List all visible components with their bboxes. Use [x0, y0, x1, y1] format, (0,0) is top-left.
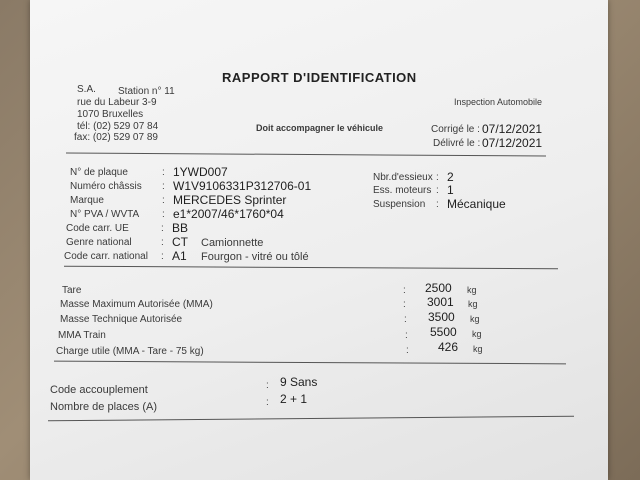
seats-label: Nombre de places (A) — [50, 401, 157, 413]
genre-text: Camionnette — [201, 237, 264, 249]
separator-colon: : — [161, 223, 164, 234]
corrected-label: Corrigé le : — [431, 124, 480, 135]
org-type: S.A. — [77, 84, 96, 95]
chassis-value: W1V9106331P312706-01 — [173, 179, 312, 193]
plate-label: N° de plaque — [70, 167, 128, 178]
separator-colon: : — [403, 285, 406, 296]
pva-label: N° PVA / WVTA — [70, 209, 140, 220]
pva-value: e1*2007/46*1760*04 — [173, 207, 284, 221]
coupling-code-label: Code accouplement — [50, 384, 148, 396]
separator-colon: : — [161, 251, 164, 262]
separator-colon: : — [162, 209, 165, 220]
separator-colon: : — [436, 172, 439, 183]
seats-value: 2 + 1 — [280, 392, 308, 406]
eu-code-value: BB — [172, 221, 189, 235]
separator-colon: : — [436, 199, 439, 210]
divider-line — [54, 361, 566, 365]
payload-value: 426 — [438, 340, 459, 354]
separator-colon: : — [162, 195, 165, 206]
divider-line — [48, 416, 574, 422]
separator-colon: : — [266, 380, 269, 391]
axles-label: Nbr.d'essieux — [373, 172, 433, 183]
engines-label: Ess. moteurs — [373, 185, 432, 196]
tare-unit: kg — [467, 285, 477, 295]
corrected-date: 07/12/2021 — [482, 122, 543, 136]
separator-colon: : — [161, 237, 164, 248]
separator-colon: : — [436, 185, 439, 196]
fax-number: fax: (02) 529 07 89 — [74, 132, 158, 143]
make-value: MERCEDES Sprinter — [173, 193, 287, 207]
tare-value: 2500 — [425, 281, 452, 295]
train-mass-unit: kg — [472, 329, 482, 339]
separator-colon: : — [406, 345, 409, 356]
phone-number: tél: (02) 529 07 84 — [77, 121, 159, 132]
separator-colon: : — [266, 397, 269, 408]
technical-mass-value: 3500 — [428, 310, 455, 324]
mma-value: 3001 — [427, 295, 454, 309]
national-code-value: A1 — [172, 249, 187, 263]
train-mass-label: MMA Train — [58, 330, 106, 341]
eu-code-label: Code carr. UE — [66, 223, 129, 234]
genre-code: CT — [172, 235, 188, 249]
mma-unit: kg — [468, 299, 478, 309]
genre-label: Genre national — [66, 237, 132, 248]
payload-unit: kg — [473, 344, 483, 354]
station-number: Station n° 11 — [118, 86, 175, 97]
identification-report-document — [30, 0, 608, 480]
separator-colon: : — [162, 167, 165, 178]
suspension-value: Mécanique — [447, 197, 506, 211]
separator-colon: : — [404, 314, 407, 325]
separator-colon: : — [405, 330, 408, 341]
address-street: rue du Labeur 3-9 — [77, 97, 157, 108]
report-title: RAPPORT D'IDENTIFICATION — [222, 70, 417, 85]
separator-colon: : — [403, 299, 406, 310]
national-code-label: Code carr. national — [64, 251, 148, 262]
issued-label: Délivré le : — [433, 138, 481, 149]
plate-value: 1YWD007 — [173, 165, 228, 179]
make-label: Marque — [70, 195, 104, 206]
national-code-text: Fourgon - vitré ou tôlé — [201, 251, 309, 263]
divider-line — [64, 266, 558, 270]
divider-line — [66, 153, 546, 157]
tare-label: Tare — [62, 285, 82, 296]
axles-value: 2 — [447, 170, 454, 184]
issued-date: 07/12/2021 — [482, 136, 543, 150]
must-accompany-notice: Doit accompagner le véhicule — [256, 123, 384, 133]
technical-mass-unit: kg — [470, 314, 480, 324]
technical-mass-label: Masse Technique Autorisée — [60, 314, 183, 325]
train-mass-value: 5500 — [430, 325, 457, 339]
mma-label: Masse Maximum Autorisée (MMA) — [60, 299, 213, 310]
address-city: 1070 Bruxelles — [77, 109, 144, 120]
suspension-label: Suspension — [373, 199, 426, 210]
inspection-subtitle: Inspection Automobile — [454, 97, 543, 107]
separator-colon: : — [162, 181, 165, 192]
chassis-label: Numéro châssis — [70, 181, 142, 192]
engines-value: 1 — [447, 183, 454, 197]
coupling-code-value: 9 Sans — [280, 375, 318, 389]
payload-label: Charge utile (MMA - Tare - 75 kg) — [56, 346, 204, 357]
